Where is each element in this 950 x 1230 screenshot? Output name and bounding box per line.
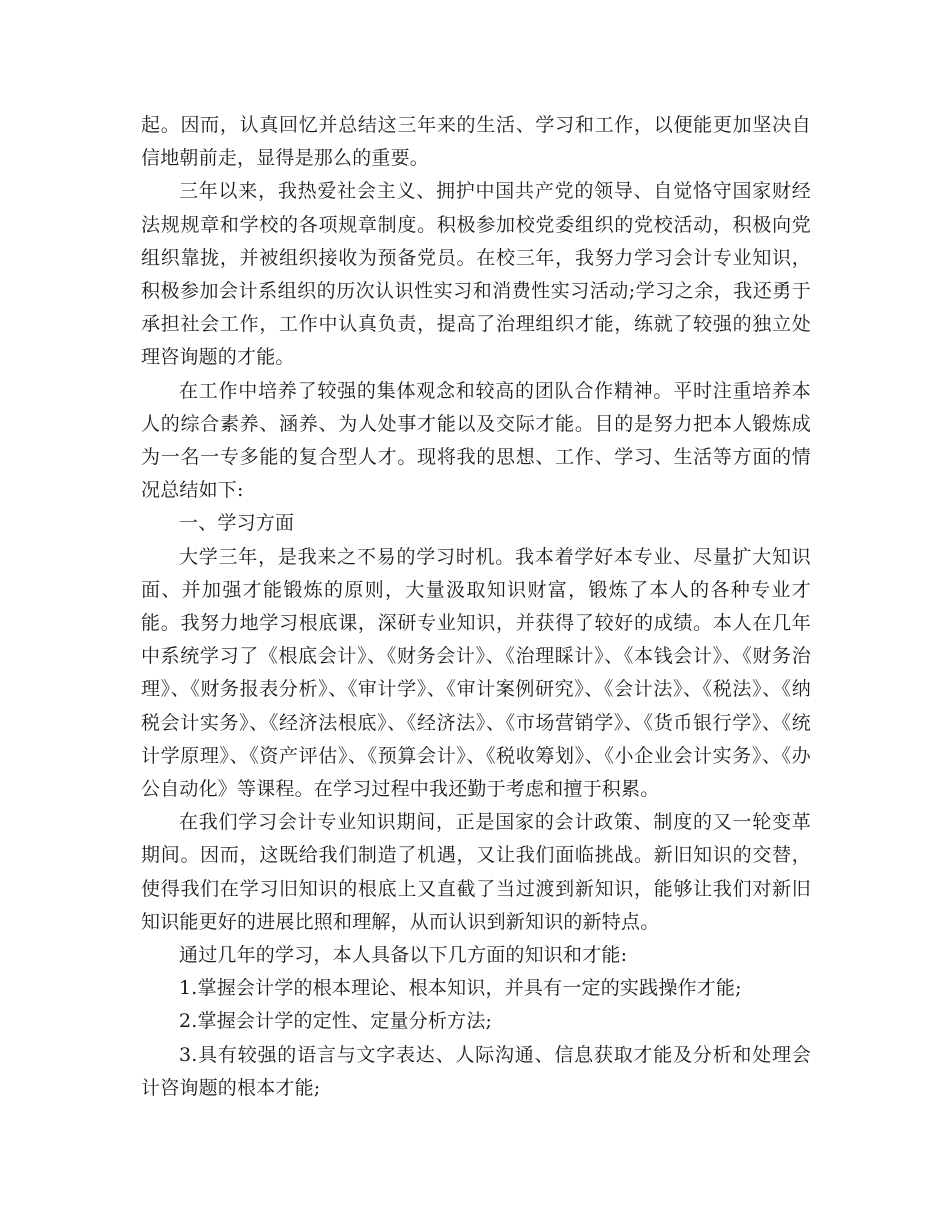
list-item-1: 1.掌握会计学的根本理论、根本知识，并具有一定的实践操作才能; bbox=[179, 977, 742, 1000]
paragraph-abilities-intro: 通过几年的学习，本人具备以下几方面的知识和才能: bbox=[179, 944, 628, 967]
list-item-2: 2.掌握会计学的定性、定量分析方法; bbox=[179, 1010, 493, 1033]
section-heading-study: 一、学习方面 bbox=[179, 512, 295, 535]
paragraph-courses: 大学三年，是我来之不易的学习时机。我本着学好本专业、尽量扩大知识面、并加强才能锻炼的原则，大量汲取知识财富，锻炼了本人的各种专业才能。我努力地学习根底课，深研专业知识，并获得了较好的成绩。本人在几年中系统学习了《根底会计》、《财务会计》、《治理睬计》、《本钱会计》、《财务治理》、《财务报表分析》、《审计学》、《审计案例研究》、《会计法》、《税法》、《纳税会计实务》、《经济法根底》、《经济法》、《市场营销学》、《货币银行学》、《统计学原理》、《资产评估》、《预算会计》、《税收筹划》、《小企业会计实务》、《办公自动化》等课程。在学习过程中我还勤于考虑和擅于积累。 bbox=[141, 545, 811, 801]
paragraph-teamwork: 在工作中培养了较强的集体观念和较高的团队合作精神。平时注重培养本人的综合素养、涵养、为人处事才能以及交际才能。目的是努力把本人锻炼成为一名一专多能的复合型人才。现将我的思想、工作、学习、生活等方面的情况总结如下: bbox=[141, 379, 811, 502]
list-item-3: 3.具有较强的语言与文字表达、人际沟通、信息获取才能及分析和处理会计咨询题的根本才能; bbox=[141, 1043, 811, 1099]
paragraph-three-years: 三年以来，我热爱社会主义、拥护中国共产党的领导、自觉恪守国家财经法规规章和学校的各项规章制度。积极参加校党委组织的党校活动，积极向党组织靠拢，并被组织接收为预备党员。在校三年，我努力学习会计专业知识，积极参加会计系组织的历次认识性实习和消费性实习活动;学习之余，我还勇于承担社会工作，工作中认真负责，提高了治理组织才能，练就了较强的独立处理咨询题的才能。 bbox=[141, 180, 811, 369]
paragraph-intro-continuation: 起。因而，认真回忆并总结这三年来的生活、学习和工作，以便能更加坚决自信地朝前走，显得是那么的重要。 bbox=[141, 114, 811, 170]
paragraph-reform: 在我们学习会计专业知识期间，正是国家的会计政策、制度的又一轮变革期间。因而，这既给我们制造了机遇，又让我们面临挑战。新旧知识的交替，使得我们在学习旧知识的根底上又直截了当过渡到新知识，能够让我们对新旧知识能更好的进展比照和理解，从而认识到新知识的新特点。 bbox=[141, 811, 811, 933]
document-body bbox=[141, 109, 811, 1105]
